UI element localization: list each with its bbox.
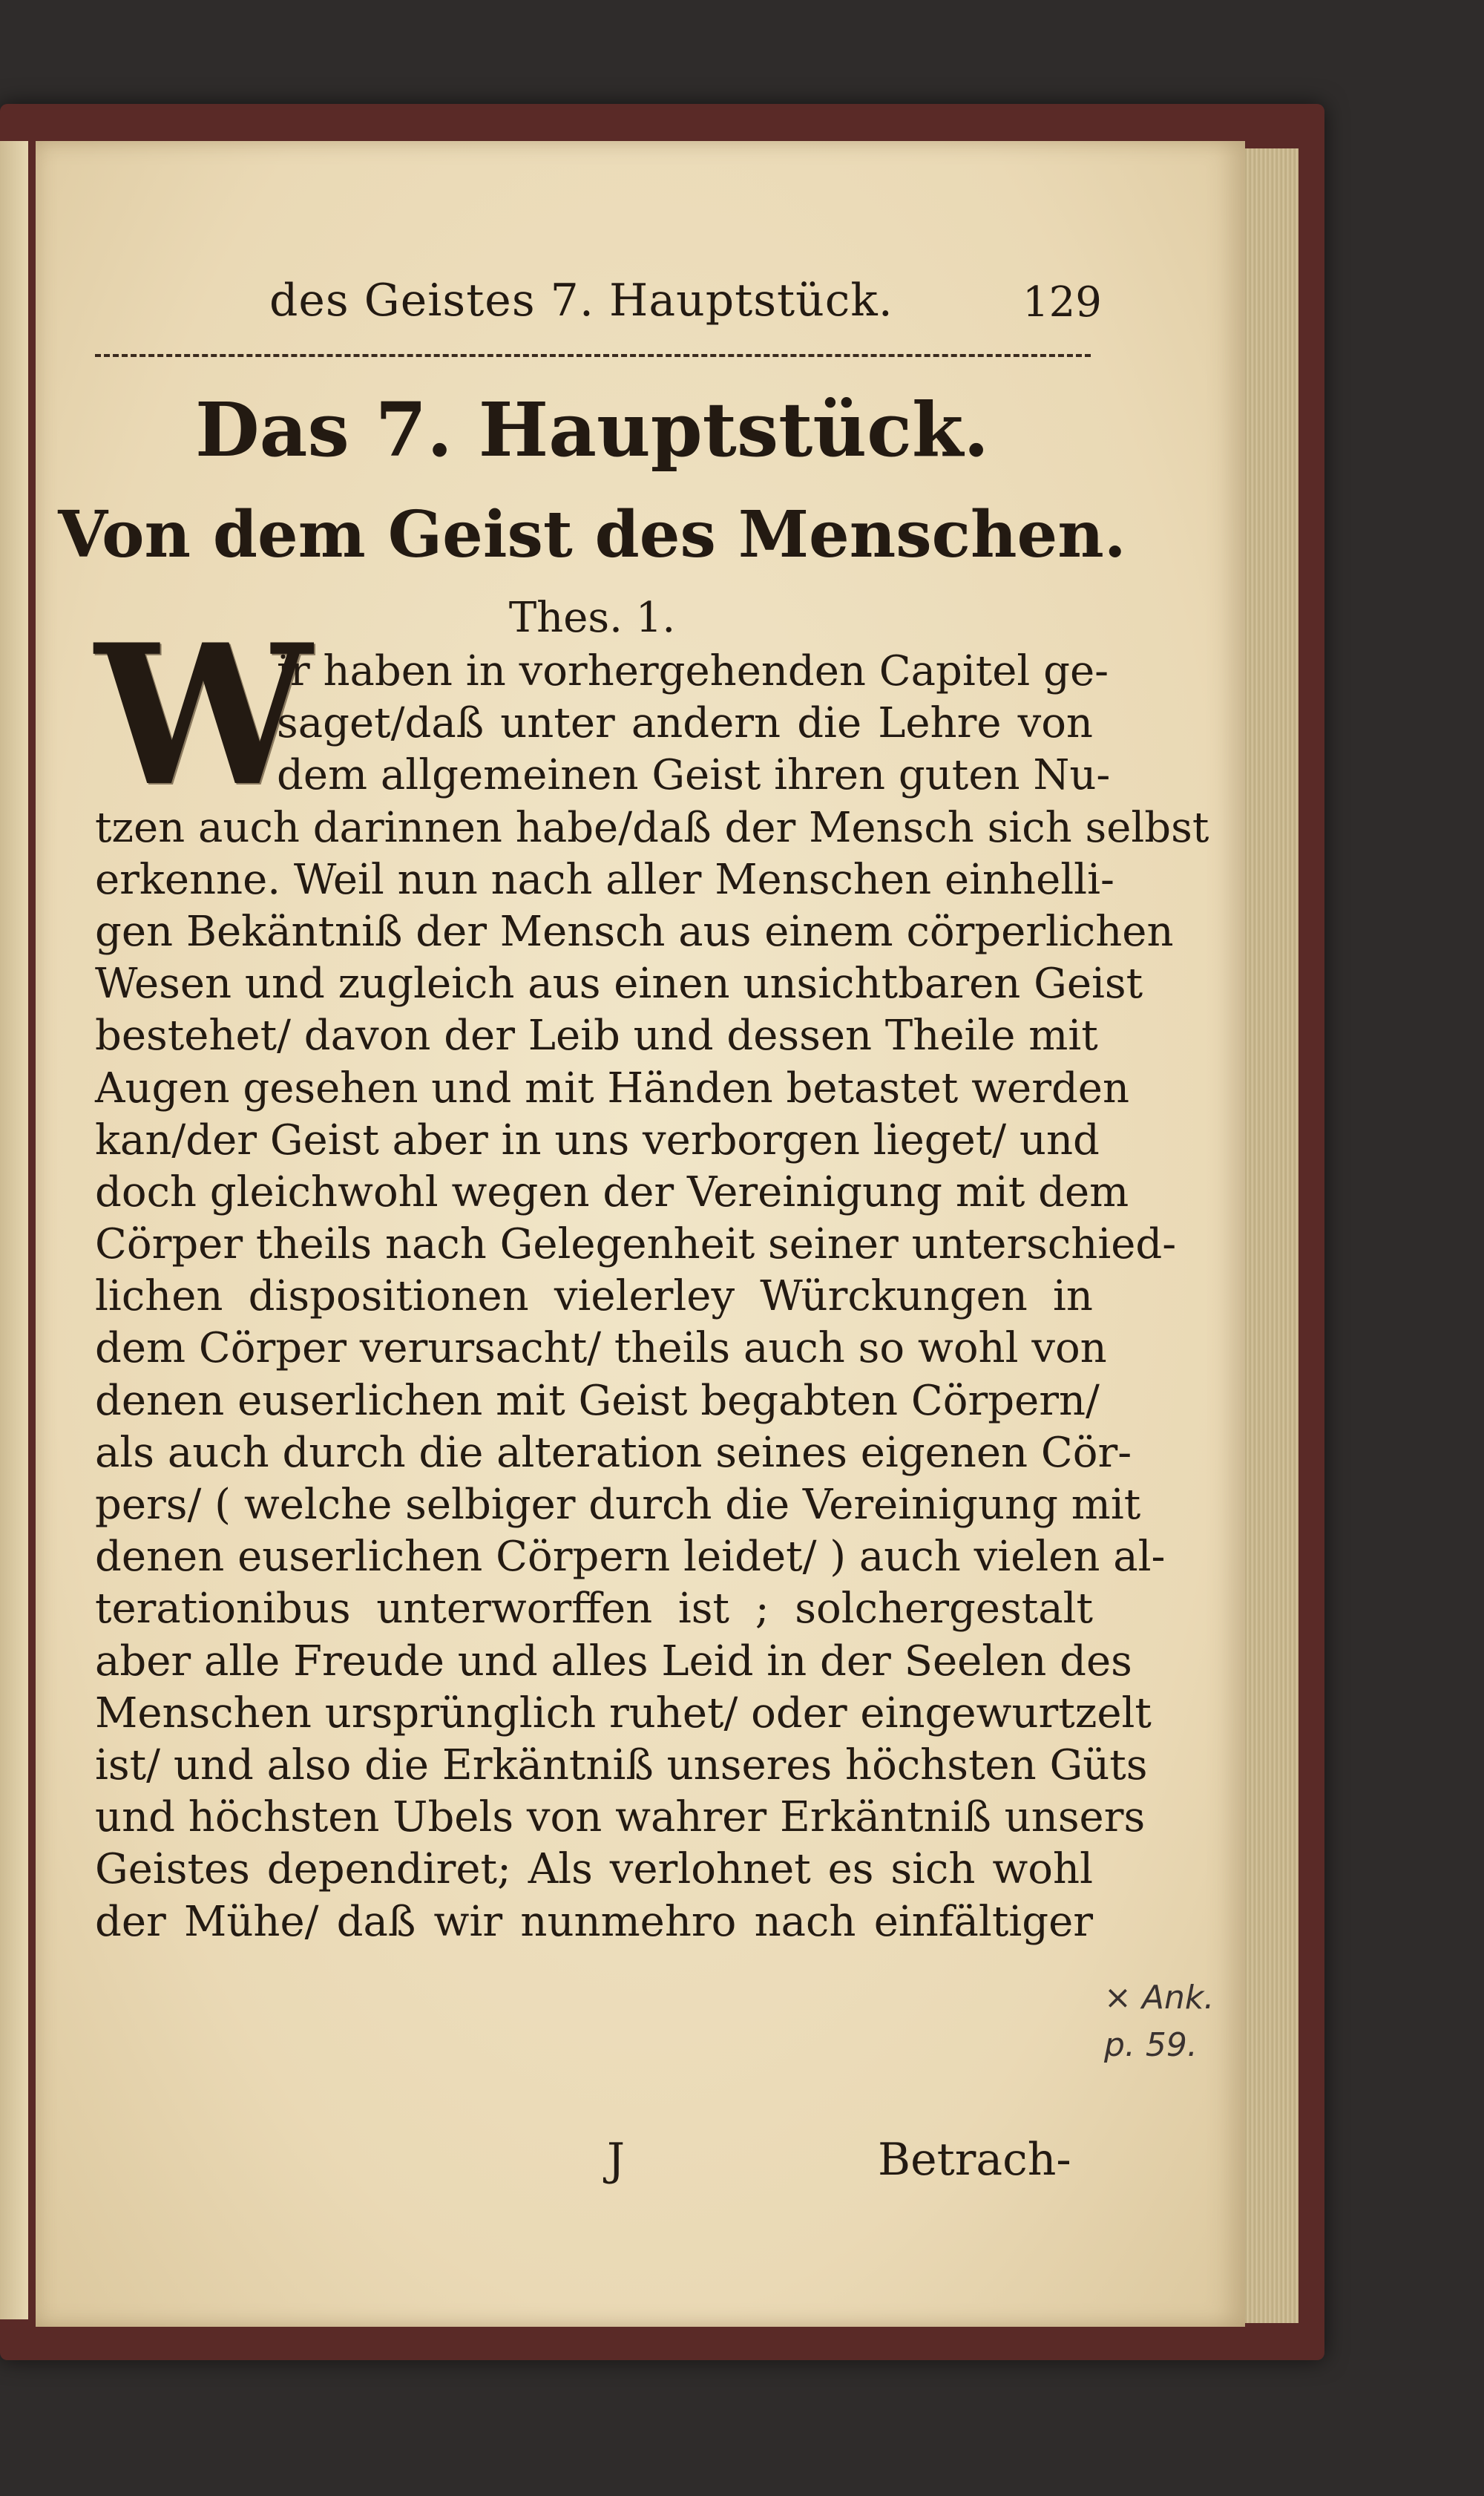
text-line: kan/der Geist aber in uns verborgen lieget/ und bbox=[95, 1116, 1100, 1165]
text-line: Cörper theils nach Gelegenheit seiner unterschied- bbox=[95, 1220, 1177, 1269]
text-line: und höchsten Ubels von wahrer Erkäntniß unsers bbox=[95, 1793, 1146, 1842]
text-line: aber alle Freude und alles Leid in der Seelen des bbox=[95, 1637, 1132, 1686]
decorative-initial: W bbox=[95, 603, 312, 829]
chapter-title: Das 7. Hauptstück. bbox=[194, 386, 990, 474]
text-line: tzen auch darinnen habe/daß der Mensch sich selbst bbox=[95, 803, 1209, 852]
text-line: ir haben in vorhergehenden Capitel ge- bbox=[277, 647, 1109, 695]
running-head: des Geistes 7. Hauptstück. bbox=[269, 275, 893, 327]
text-line: bestehet/ davon der Leib und dessen Theile mit bbox=[95, 1012, 1098, 1061]
text-line: Augen gesehen und mit Händen betastet werden bbox=[95, 1064, 1130, 1113]
text-line: Wesen und zugleich aus einen unsichtbaren Geist bbox=[95, 960, 1143, 1009]
text-line: dem Cörper verursacht/ theils auch so wohl von bbox=[95, 1324, 1107, 1373]
text-line: gen Bekäntniß der Mensch aus einem cörperlichen bbox=[95, 907, 1174, 956]
previous-page-edge bbox=[0, 141, 28, 2319]
text-line: denen euserlichen mit Geist begabten Cörpern/ bbox=[95, 1376, 1100, 1425]
page-number: 129 bbox=[1022, 278, 1102, 327]
text-line: dem allgemeinen Geist ihren guten Nu- bbox=[277, 751, 1111, 800]
text-line: ist/ und also die Erkäntniß unseres höchsten Güts bbox=[95, 1740, 1148, 1789]
body-text bbox=[95, 646, 1209, 1948]
catchword: Betrach- bbox=[878, 2134, 1071, 2186]
text-line: erkenne. Weil nun nach aller Menschen einhelli- bbox=[95, 855, 1114, 904]
text-line: pers/ ( welche selbiger durch die Vereinigung mit bbox=[95, 1481, 1141, 1529]
text-line: der Mühe/ daß wir nunmehro nach einfältiger bbox=[95, 1897, 1093, 1946]
text-line: Geistes dependiret; Als verlohnet es sich wohl bbox=[95, 1845, 1093, 1894]
signature-mark: J bbox=[607, 2134, 626, 2186]
thesis-label: Thes. 1. bbox=[508, 594, 676, 642]
text-line: denen euserlichen Cörpern leidet/ ) auch vielen al- bbox=[95, 1533, 1166, 1582]
book-page bbox=[36, 141, 1245, 2327]
chapter-subtitle: Von dem Geist des Menschen. bbox=[58, 497, 1126, 572]
handwritten-margin-note bbox=[1104, 1974, 1214, 2069]
header-rule bbox=[95, 354, 1091, 357]
text-line: doch gleichwohl wegen der Vereinigung mit dem bbox=[95, 1167, 1129, 1216]
text-line: terationibus unterworffen ist ; solchergestalt bbox=[95, 1585, 1093, 1634]
text-line: lichen dispositionen vielerley Würckungen in bbox=[95, 1272, 1093, 1321]
text-line: saget/daß unter andern die Lehre von bbox=[277, 699, 1093, 748]
text-line: Menschen ursprünglich ruhet/ oder eingewurtzelt bbox=[95, 1688, 1152, 1737]
margin-note-line: p. 59. bbox=[1104, 2026, 1198, 2064]
margin-note-line: × Ank. bbox=[1104, 1979, 1215, 2017]
text-line: als auch durch die alteration seines eigenen Cör- bbox=[95, 1428, 1132, 1477]
